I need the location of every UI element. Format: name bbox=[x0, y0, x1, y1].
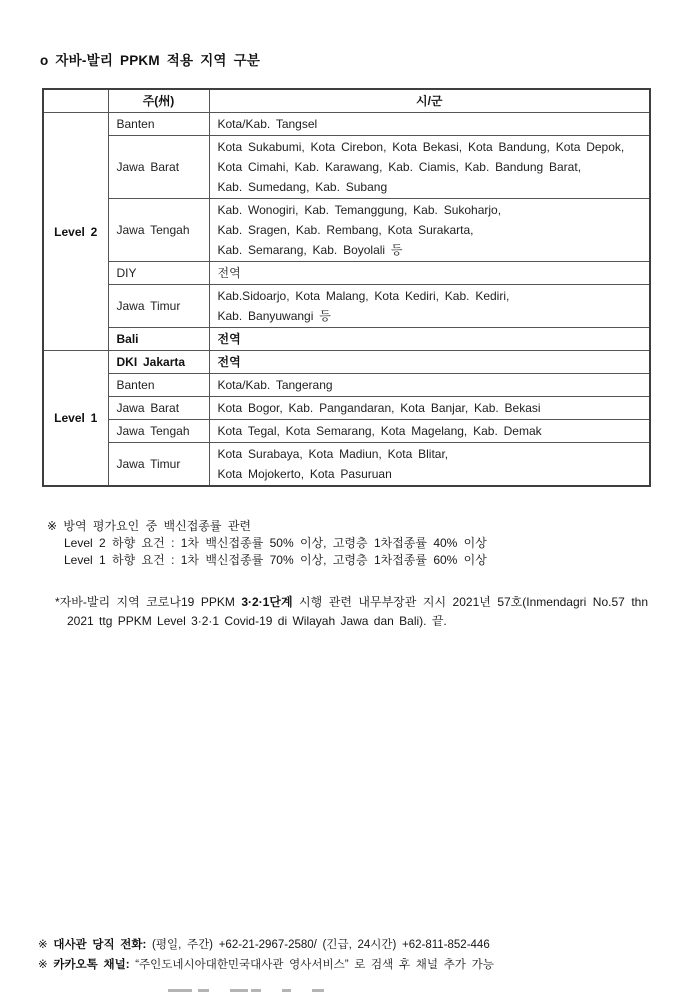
footer-kakao-line bbox=[38, 956, 651, 976]
region-line: Kota/Kab. Tangsel bbox=[217, 117, 318, 131]
table-row bbox=[43, 351, 650, 374]
province-cell: Jawa Barat bbox=[108, 136, 209, 199]
region-line: Kab. Semarang, Kab. Boyolali 등 bbox=[217, 243, 403, 257]
region-line: 전역 bbox=[217, 355, 241, 369]
region-line: Kota Surabaya, Kota Madiun, Kota Blitar, bbox=[217, 447, 449, 461]
footer-marker: ※ bbox=[38, 958, 54, 971]
level-cell: Level 2 bbox=[43, 113, 108, 351]
reference-line-2: 2021 ttg PPKM Level 3·2·1 Covid-19 di Wilayah Jawa dan Bali). 끝. bbox=[67, 614, 447, 628]
reference-text: *자바-발리 지역 코로나19 PPKM bbox=[55, 595, 242, 609]
region-cell bbox=[209, 420, 650, 443]
region-line: Kab. Wonogiri, Kab. Temanggung, Kab. Sukoharjo, bbox=[217, 203, 502, 217]
region-cell bbox=[209, 136, 650, 199]
table-row bbox=[43, 328, 650, 351]
footer-phone-label: 대사관 당직 전화: bbox=[53, 939, 147, 951]
ppkm-table-body bbox=[43, 113, 650, 487]
region-line: Kota Mojokerto, Kota Pasuruan bbox=[217, 467, 392, 481]
province-cell: Bali bbox=[108, 328, 209, 351]
table-row bbox=[43, 136, 650, 199]
header-province-cell: 주(州) bbox=[108, 89, 209, 113]
reference-text: 시행 관련 내무부장관 지시 2021년 57호(Inmendagri No.57 thn bbox=[292, 595, 648, 609]
reference-bold-text: 3·2·1단계 bbox=[241, 595, 293, 609]
page-title: o 자바-발리 PPKM 적용 지역 구분 bbox=[40, 53, 261, 68]
province-cell: Banten bbox=[108, 113, 209, 136]
reference-paragraph bbox=[55, 593, 648, 631]
region-line: Kab. Sragen, Kab. Rembang, Kota Surakarta, bbox=[217, 223, 474, 237]
region-line: 전역 bbox=[217, 332, 241, 346]
region-cell bbox=[209, 351, 650, 374]
region-cell bbox=[209, 262, 650, 285]
region-cell bbox=[209, 328, 650, 351]
header-region-cell: 시/군 bbox=[209, 89, 650, 113]
reference-line-1 bbox=[55, 593, 648, 612]
region-line: 전역 bbox=[217, 266, 241, 280]
region-cell bbox=[209, 285, 650, 328]
table-row bbox=[43, 397, 650, 420]
footer-marker: ※ bbox=[38, 939, 54, 951]
table-header-row bbox=[43, 89, 650, 113]
footer-kakao-label: 카카오톡 채널: bbox=[53, 958, 130, 971]
note-line-level1: Level 1 하향 요건 : 1차 백신접종률 70% 이상, 고령층 1차접종률 60% 이상 bbox=[64, 553, 487, 567]
region-cell bbox=[209, 113, 650, 136]
table-row bbox=[43, 420, 650, 443]
region-line: Kab. Banyuwangi 등 bbox=[217, 309, 331, 323]
province-cell: DKI Jakarta bbox=[108, 351, 209, 374]
province-cell: Banten bbox=[108, 374, 209, 397]
region-line: Kota Bogor, Kab. Pangandaran, Kota Banjar, Kab. Bekasi bbox=[217, 401, 541, 415]
table-row bbox=[43, 374, 650, 397]
region-line: Kota Cimahi, Kab. Karawang, Kab. Ciamis, Kab. Bandung Barat, bbox=[217, 160, 582, 174]
region-line: Kota Sukabumi, Kota Cirebon, Kota Bekasi, Kota Bandung, Kota Depok, bbox=[217, 140, 625, 154]
table-row bbox=[43, 199, 650, 262]
table-row bbox=[43, 285, 650, 328]
footer-kakao-text: “주인도네시아대한민국대사관 영사서비스” 로 검색 후 채널 추가 가능 bbox=[129, 958, 494, 971]
region-cell bbox=[209, 443, 650, 487]
note-heading: ※ 방역 평가요인 중 백신접종률 관련 bbox=[47, 519, 252, 533]
table-row bbox=[43, 443, 650, 487]
region-line: Kota Tegal, Kota Semarang, Kota Magelang, Kab. Demak bbox=[217, 424, 542, 438]
region-cell bbox=[209, 397, 650, 420]
region-cell bbox=[209, 199, 650, 262]
province-cell: Jawa Barat bbox=[108, 397, 209, 420]
province-cell: Jawa Tengah bbox=[108, 199, 209, 262]
region-line: Kab.Sidoarjo, Kota Malang, Kota Kediri, Kab. Kediri, bbox=[217, 289, 510, 303]
province-cell: Jawa Timur bbox=[108, 443, 209, 487]
level-cell: Level 1 bbox=[43, 351, 108, 487]
region-cell bbox=[209, 374, 650, 397]
footer-phone-line bbox=[38, 936, 651, 956]
region-line: Kota/Kab. Tangerang bbox=[217, 378, 333, 392]
header-level-cell bbox=[43, 89, 108, 113]
vaccination-notes bbox=[47, 518, 648, 569]
contact-footer bbox=[38, 936, 651, 975]
footer-phone-numbers: (평일, 주간) +62-21-2967-2580/ (긴급, 24시간) +62-811-852-446 bbox=[146, 939, 490, 951]
table-row bbox=[43, 113, 650, 136]
table-row bbox=[43, 262, 650, 285]
ppkm-region-table bbox=[42, 88, 651, 487]
province-cell: DIY bbox=[108, 262, 209, 285]
province-cell: Jawa Timur bbox=[108, 285, 209, 328]
region-line: Kab. Sumedang, Kab. Subang bbox=[217, 180, 388, 194]
table-header bbox=[43, 89, 650, 113]
province-cell: Jawa Tengah bbox=[108, 420, 209, 443]
note-line-level2: Level 2 하향 요건 : 1차 백신접종률 50% 이상, 고령층 1차접종률 40% 이상 bbox=[64, 536, 487, 550]
